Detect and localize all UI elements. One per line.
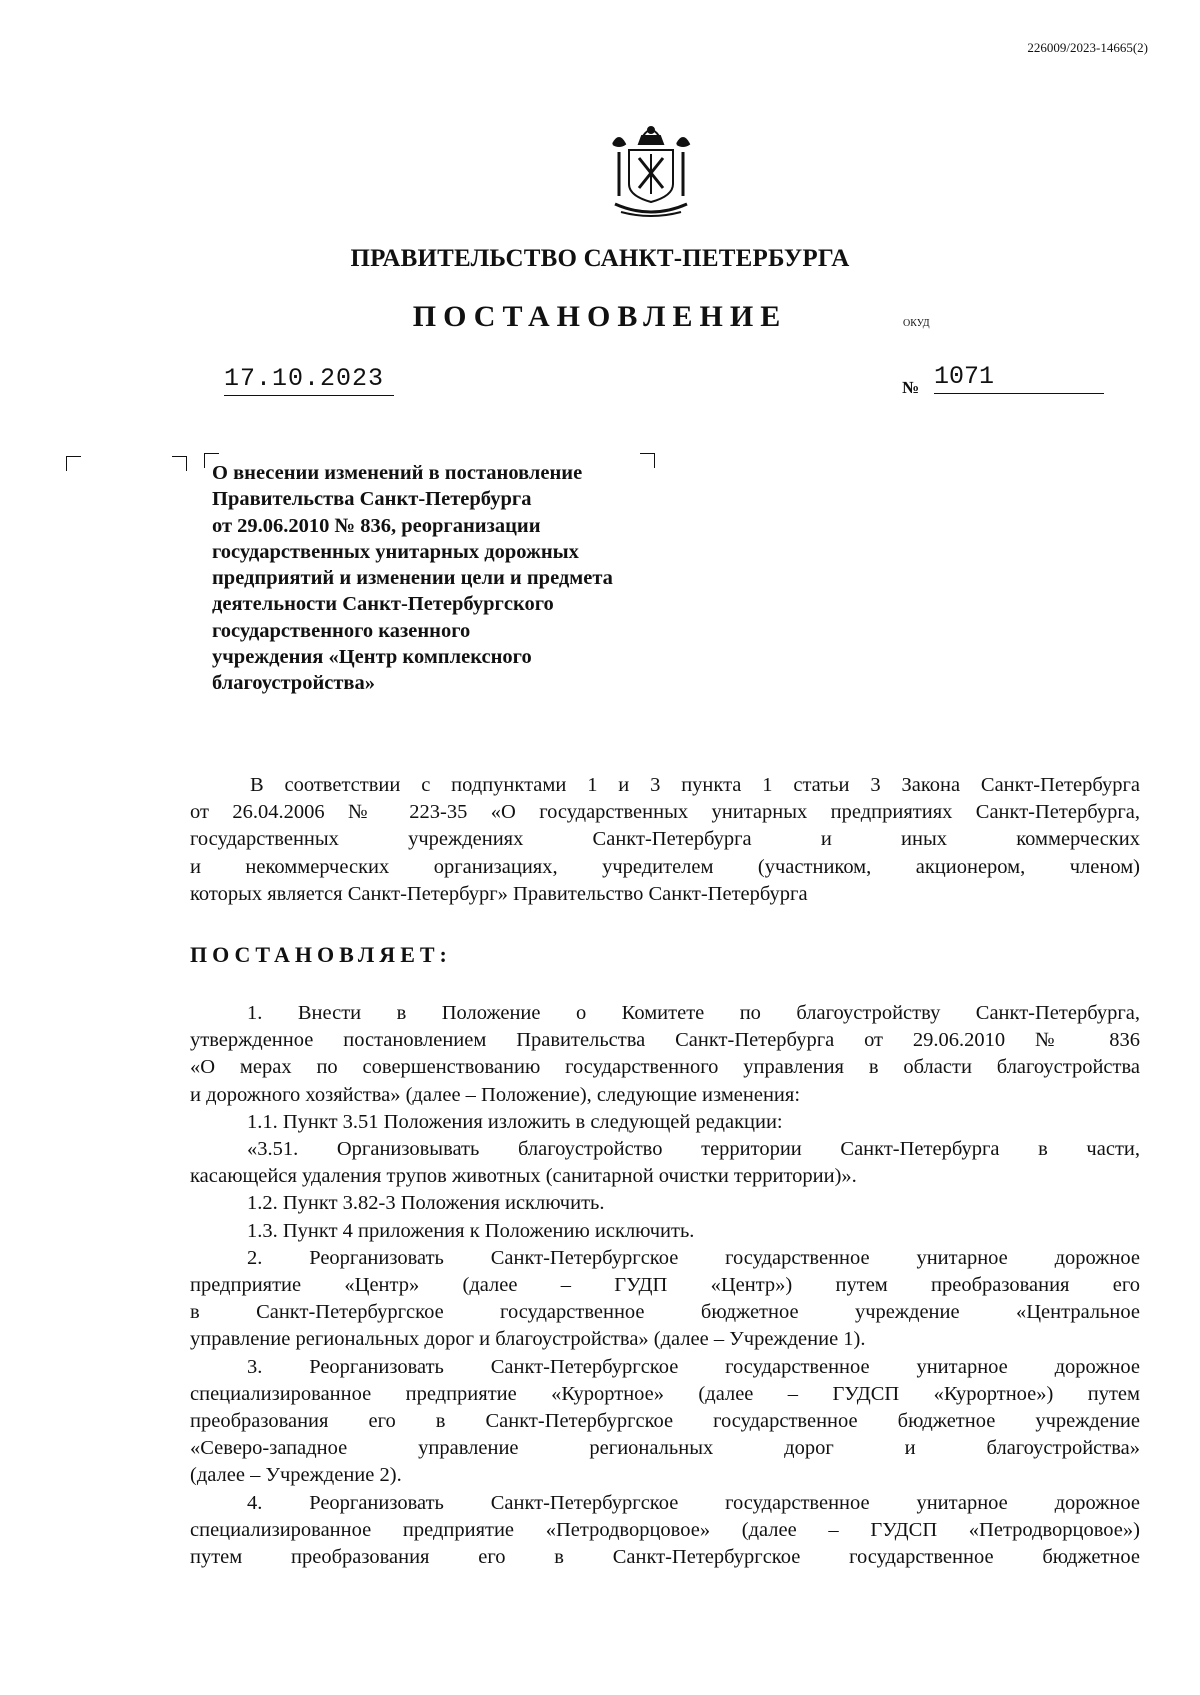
item-line: «Северо-западное управление региональных дорог и благоустройства» [190, 1437, 1140, 1460]
item-line: 2. Реорганизовать Санкт-Петербургское государственное унитарное дорожное [247, 1246, 1140, 1269]
subject-line: государственного казенного [212, 619, 471, 642]
document-number: 1071 [934, 362, 1104, 394]
item-line: 1. Внести в Положение о Комитете по благоустройству Санкт-Петербурга, [247, 1002, 1140, 1024]
item-line: путем преобразования его в Санкт-Петербургское государственное бюджетное [190, 1546, 1140, 1569]
item-line: утвержденное постановлением Правительства Санкт-Петербурга от 29.06.2010 № 836 [190, 1029, 1140, 1052]
item-line: 1.1. Пункт 3.51 Положения изложить в следующей редакции: [247, 1110, 783, 1133]
subject-line: Правительства Санкт-Петербурга [212, 488, 532, 511]
preamble-line: и некоммерческих организациях, учредителем (участником, акционером, членом) [190, 855, 1140, 878]
item-line: предприятие «Центр» (далее – ГУДП «Центр») путем преобразования его [190, 1274, 1140, 1297]
item-line: специализированное предприятие «Петродворцовое» (далее – ГУДСП «Петродворцовое») [190, 1518, 1140, 1541]
preamble-line: которых является Санкт-Петербург» Правительство Санкт-Петербурга [190, 882, 808, 905]
item-line: в Санкт-Петербургское государственное бюджетное учреждение «Центральное [190, 1301, 1140, 1324]
authority-title: ПРАВИТЕЛЬСТВО САНКТ-ПЕТЕРБУРГА [350, 245, 850, 272]
corner-mark [172, 456, 187, 471]
document-id: 226009/2023-14665(2) [1027, 40, 1148, 55]
item-line: 1.2. Пункт 3.82-3 Положения исключить. [247, 1192, 605, 1215]
item-line: «О мерах по совершенствованию государственного управления в области благоустройства [190, 1056, 1140, 1079]
number-label: № [902, 378, 920, 397]
item-line: (далее – Учреждение 2). [190, 1464, 402, 1487]
subject-line: деятельности Санкт-Петербургского [212, 593, 554, 616]
document-date: 17.10.2023 [224, 364, 394, 396]
subject-line: предприятий и изменении цели и предмета [212, 567, 613, 590]
item-line: специализированное предприятие «Курортное» (далее – ГУДСП «Курортное») путем [190, 1382, 1140, 1405]
document-type-title: ПОСТАНОВЛЕНИЕ [412, 300, 788, 333]
document-subject [212, 460, 692, 697]
subject-line: благоустройства» [212, 672, 375, 695]
subject-line: О внесении изменений в постановление [212, 462, 583, 484]
item-line: и дорожного хозяйства» (далее – Положение), следующие изменения: [190, 1083, 801, 1106]
resolution-items [190, 1000, 1140, 1571]
item-line: 4. Реорганизовать Санкт-Петербургское государственное унитарное дорожное [247, 1491, 1140, 1514]
subject-line: от 29.06.2010 № 836, реорганизации [212, 514, 541, 537]
subject-line: государственных унитарных дорожных [212, 540, 579, 563]
item-line: касающейся удаления трупов животных (санитарной очистки территории)». [190, 1165, 857, 1188]
okud-label: ОКУД [903, 318, 930, 329]
item-line: 3. Реорганизовать Санкт-Петербургское государственное унитарное дорожное [247, 1355, 1140, 1378]
preamble-line: от 26.04.2006 № 223-35 «О государственных унитарных предприятиях Санкт-Петербурга, [190, 801, 1140, 824]
preamble-line: государственных учреждениях Санкт-Петербурга и иных коммерческих [190, 828, 1140, 851]
resolve-heading: ПОСТАНОВЛЯЕТ: [190, 942, 452, 967]
item-line: «3.51. Организовывать благоустройство территории Санкт-Петербурга в части, [247, 1138, 1140, 1161]
item-line: 1.3. Пункт 4 приложения к Положению исключить. [247, 1219, 695, 1242]
coat-of-arms-emblem [605, 122, 697, 222]
preamble-line: В соответствии с подпунктами 1 и 3 пункта 1 статьи 3 Закона Санкт-Петербурга [250, 774, 1140, 796]
corner-mark [66, 456, 81, 471]
item-line: преобразования его в Санкт-Петербургское государственное бюджетное учреждение [190, 1410, 1140, 1433]
item-line: управление региональных дорог и благоустройства» (далее – Учреждение 1). [190, 1328, 866, 1351]
preamble [190, 772, 1140, 908]
subject-line: учреждения «Центр комплексного [212, 646, 532, 669]
